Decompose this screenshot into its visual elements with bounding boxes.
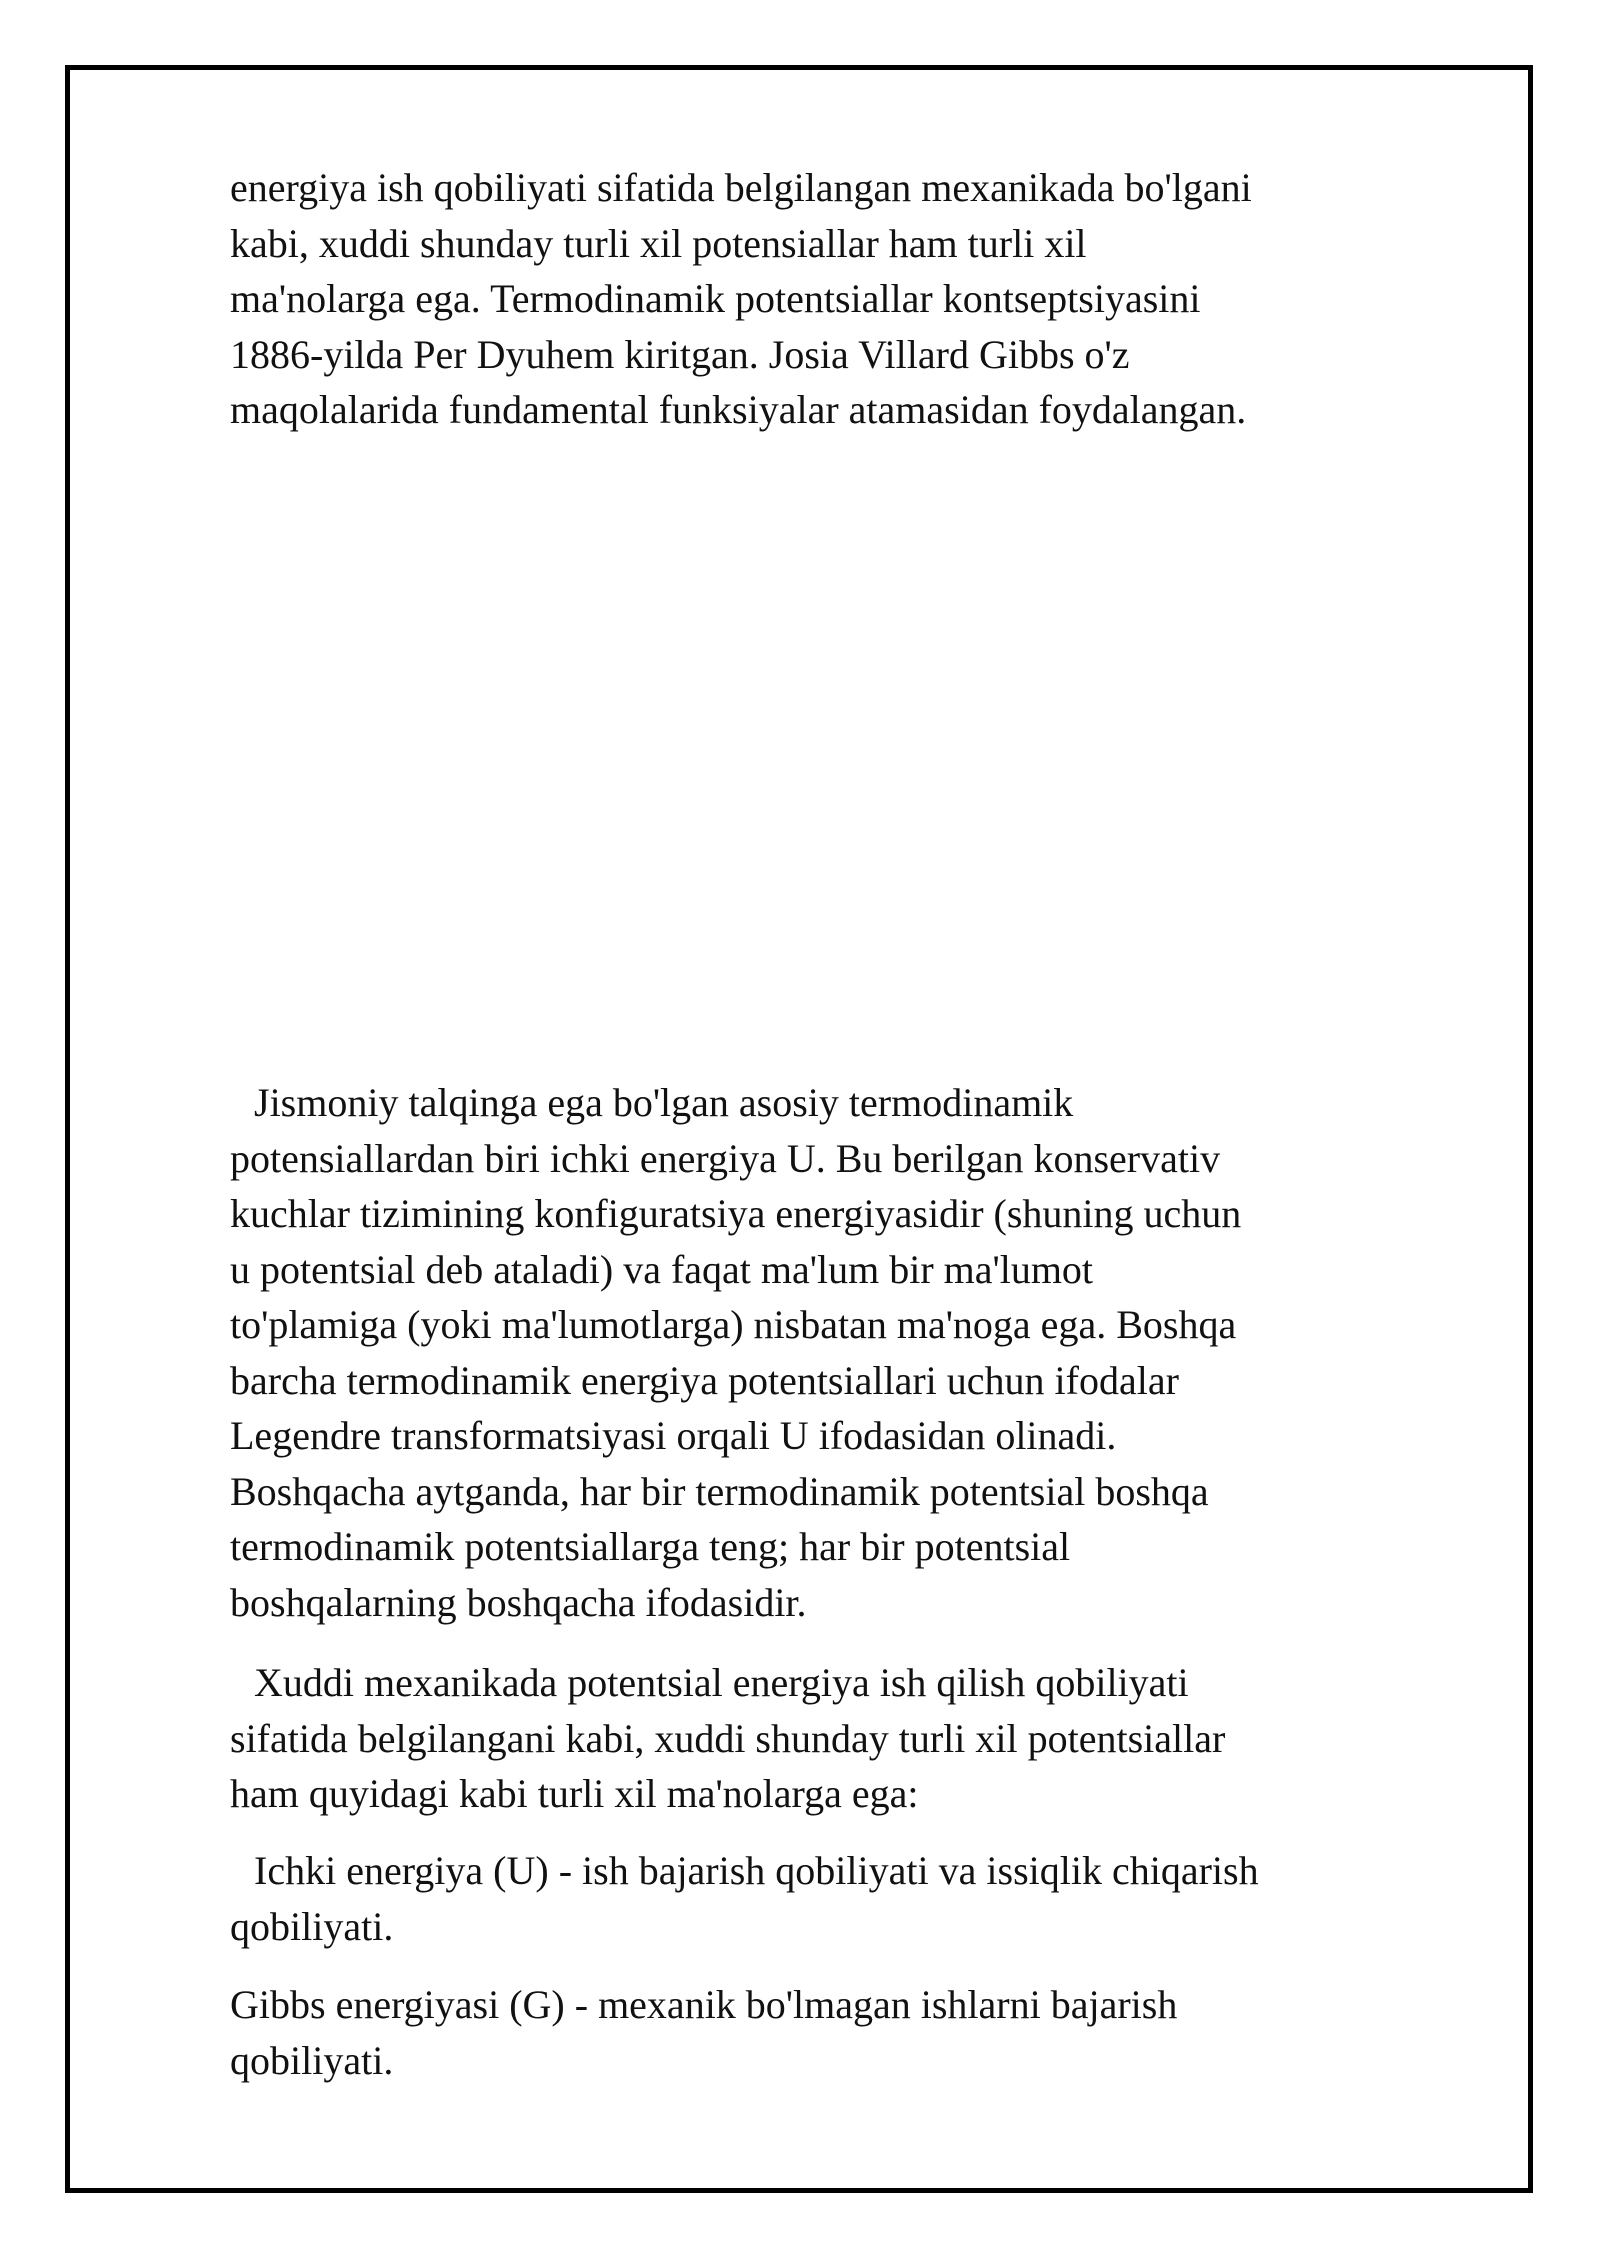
paragraph-potentials-intro: energiya ish qobiliyati sifatida belgilangan mexanikada bo'lgani kabi, xuddi shunday turli xil potensiallar ham turli xil ma'nolarga ega. Termodinamik potentsiallar kontseptsiyasini 1886-yilda Per Dyuhem kiritgan. Josia Villard Gibbs o'z maqolalarida fundamental funksiyalar atamasidan foydalangan.	[230, 165, 1252, 432]
paragraph-internal-energy: Jismoniy talqinga ega bo'lgan asosiy termodinamik potensiallardan biri ichki energiya U. Bu berilgan konservativ kuchlar tizimining konfiguratsiya energiyasidir (shuning uchun u potentsial deb ataladi) va faqat ma'lum bir ma'lumot to'plamiga (yoki ma'lumotlarga) nisbatan ma'noga ega. Boshqa barcha termodinamik energiya potentsiallari uchun ifodalar Legendre transformatsiyasi orqali U ifodasidan olinadi. Boshqacha aytganda, har bir termodinamik potentsial boshqa termodinamik potentsiallarga teng; har bir potentsial boshqalarning boshqacha ifodasidir.	[230, 1080, 1242, 1625]
paragraph-gibbs-energy-definition: Gibbs energiyasi (G) - mexanik bo'lmagan ishlarni bajarish qobiliyati.	[230, 1982, 1178, 2083]
paragraph-meanings-of-potentials: Xuddi mexanikada potentsial energiya ish qilish qobiliyati sifatida belgilangani kabi, xuddi shunday turli xil potentsiallar ham quyidagi kabi turli xil ma'nolarga ega:	[230, 1660, 1226, 1816]
paragraph-internal-energy-definition: Ichki energiya (U) - ish bajarish qobiliyati va issiqlik chiqarish qobiliyati.	[230, 1848, 1259, 1949]
